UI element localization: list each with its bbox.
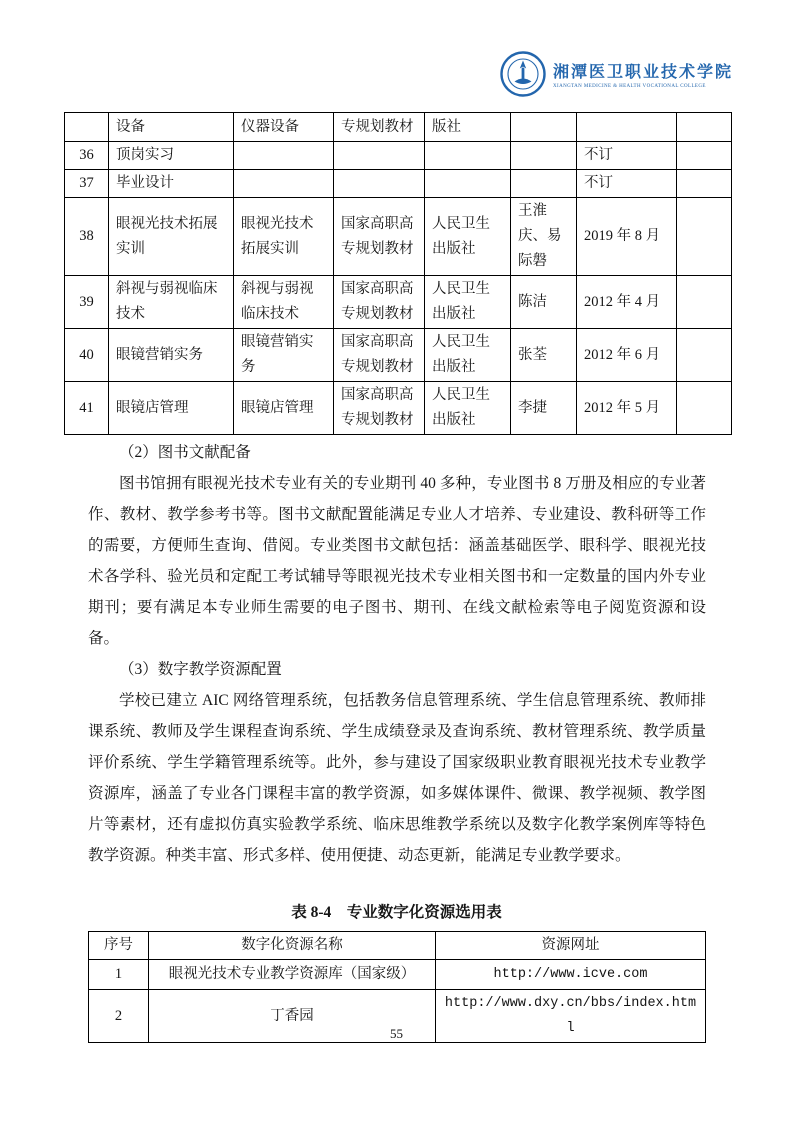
table-header-row <box>89 932 706 960</box>
table-cell: 2012 年 4 月 <box>577 276 677 329</box>
college-name-cn: 湘潭医卫职业技术学院 <box>553 64 734 81</box>
page-number: 55 <box>390 1026 403 1041</box>
table-cell: 版社 <box>425 113 511 142</box>
table-cell: 眼镜营销实务 <box>109 329 234 382</box>
college-logo <box>500 51 733 97</box>
table-cell <box>677 329 732 382</box>
table-cell <box>511 170 577 198</box>
table-cell: 毕业设计 <box>109 170 234 198</box>
table-cell: 国家高职高专规划教材 <box>334 382 425 435</box>
table-cell: 人民卫生出版社 <box>425 198 511 276</box>
table-cell <box>334 170 425 198</box>
table-row <box>65 276 732 329</box>
table-cell: 陈洁 <box>511 276 577 329</box>
table-cell: 国家高职高专规划教材 <box>334 198 425 276</box>
table-cell: 眼镜店管理 <box>109 382 234 435</box>
table-cell: 国家高职高专规划教材 <box>334 276 425 329</box>
table-cell: 张荃 <box>511 329 577 382</box>
paragraph-digital-resources: 学校已建立 AIC 网络管理系统，包括教务信息管理系统、学生信息管理系统、教师排课系统、教师及学生课程查询系统、学生成绩登录及查询系统、教材管理系统、教学质量评价系统、学生学籍管理系统等。此外，参与建设了国家级职业教育眼视光技术专业教学资源库，涵盖了专业各门课程丰富的教学资源，如多媒体课件、微课、教学视频、教学图片等素材，还有虚拟仿真实验教学系统、临床思维教学系统以及数字化教学案例库等特色教学资源。种类丰富、形式多样、使用便捷、动态更新，能满足专业教学要求。 <box>88 692 706 864</box>
table-cell <box>577 113 677 142</box>
table-cell <box>677 170 732 198</box>
table-cell: 2012 年 5 月 <box>577 382 677 435</box>
table-cell: 2019 年 8 月 <box>577 198 677 276</box>
table-cell: 眼镜店管理 <box>234 382 334 435</box>
table-row <box>65 170 732 198</box>
table-cell <box>677 276 732 329</box>
table-cell: 国家高职高专规划教材 <box>334 329 425 382</box>
table-cell: 王淮庆、易际磐 <box>511 198 577 276</box>
table-cell <box>425 142 511 170</box>
table-cell <box>334 142 425 170</box>
table-cell: 李捷 <box>511 382 577 435</box>
section-heading-library: （2）图书文献配备 <box>119 444 251 461</box>
table-cell <box>511 113 577 142</box>
college-name <box>553 59 733 89</box>
table-row <box>65 382 732 435</box>
table-cell: 眼视光技术拓展实训 <box>234 198 334 276</box>
table-cell <box>425 170 511 198</box>
table-cell: 专规划教材 <box>334 113 425 142</box>
table-cell: 设备 <box>109 113 234 142</box>
table-row <box>65 329 732 382</box>
resource-url: http://www.icve.com <box>436 960 706 990</box>
table-cell: 仪器设备 <box>234 113 334 142</box>
table-cell: 40 <box>65 329 109 382</box>
column-header: 序号 <box>89 932 149 960</box>
table-cell: 眼镜营销实务 <box>234 329 334 382</box>
table-cell: 41 <box>65 382 109 435</box>
paragraph-library-resources: 图书馆拥有眼视光技术专业有关的专业期刊 40 多种，专业图书 8 万册及相应的专业著作、教材、教学参考书等。图书文献配置能满足专业人才培养、专业建设、教科研等工作的需要，方便师生查询、借阅。专业类图书文献包括：涵盖基础医学、眼科学、眼视光技术各学科、验光员和定配工考试辅导等眼视光技术专业相关图书和一定数量的国内外专业期刊；要有满足本专业师生需要的电子图书、期刊、在线文献检索等电子阅览资源和设备。 <box>88 475 706 647</box>
table-cell: 2012 年 6 月 <box>577 329 677 382</box>
table-cell: 不订 <box>577 142 677 170</box>
table-row <box>65 198 732 276</box>
table-cell: 人民卫生出版社 <box>425 276 511 329</box>
section-heading-digital: （3）数字教学资源配置 <box>119 661 282 678</box>
table-cell: 丁香园 <box>149 990 436 1043</box>
table-cell: 人民卫生出版社 <box>425 329 511 382</box>
textbook-table <box>64 112 732 435</box>
table-cell: 斜视与弱视临床技术 <box>109 276 234 329</box>
table-cell: 2 <box>89 990 149 1043</box>
table-cell: 顶岗实习 <box>109 142 234 170</box>
table-cell: 不订 <box>577 170 677 198</box>
table-cell <box>511 142 577 170</box>
college-emblem-icon <box>500 51 546 97</box>
table-row <box>65 142 732 170</box>
table-cell: 眼视光技术专业教学资源库（国家级） <box>149 960 436 990</box>
table-row <box>89 960 706 990</box>
table-cell <box>677 382 732 435</box>
resource-url: http://www.dxy.cn/bbs/index.html <box>436 990 706 1043</box>
table-cell <box>677 142 732 170</box>
table-cell <box>234 170 334 198</box>
table-cell: 36 <box>65 142 109 170</box>
table-cell <box>677 113 732 142</box>
table-cell <box>234 142 334 170</box>
table-cell: 38 <box>65 198 109 276</box>
table-row <box>65 113 732 142</box>
table-cell <box>65 113 109 142</box>
college-name-en: XIANGTAN MEDICINE & HEALTH VOCATIONAL COLLEGE <box>553 84 706 89</box>
table-cell: 39 <box>65 276 109 329</box>
table-cell: 斜视与弱视临床技术 <box>234 276 334 329</box>
body-text <box>88 437 706 871</box>
column-header: 数字化资源名称 <box>149 932 436 960</box>
table-cell <box>677 198 732 276</box>
table-cell: 1 <box>89 960 149 990</box>
table-cell: 人民卫生出版社 <box>425 382 511 435</box>
table-cell: 37 <box>65 170 109 198</box>
table-8-4-caption: 表 8-4 专业数字化资源选用表 <box>291 904 502 921</box>
table-cell: 眼视光技术拓展实训 <box>109 198 234 276</box>
column-header: 资源网址 <box>436 932 706 960</box>
